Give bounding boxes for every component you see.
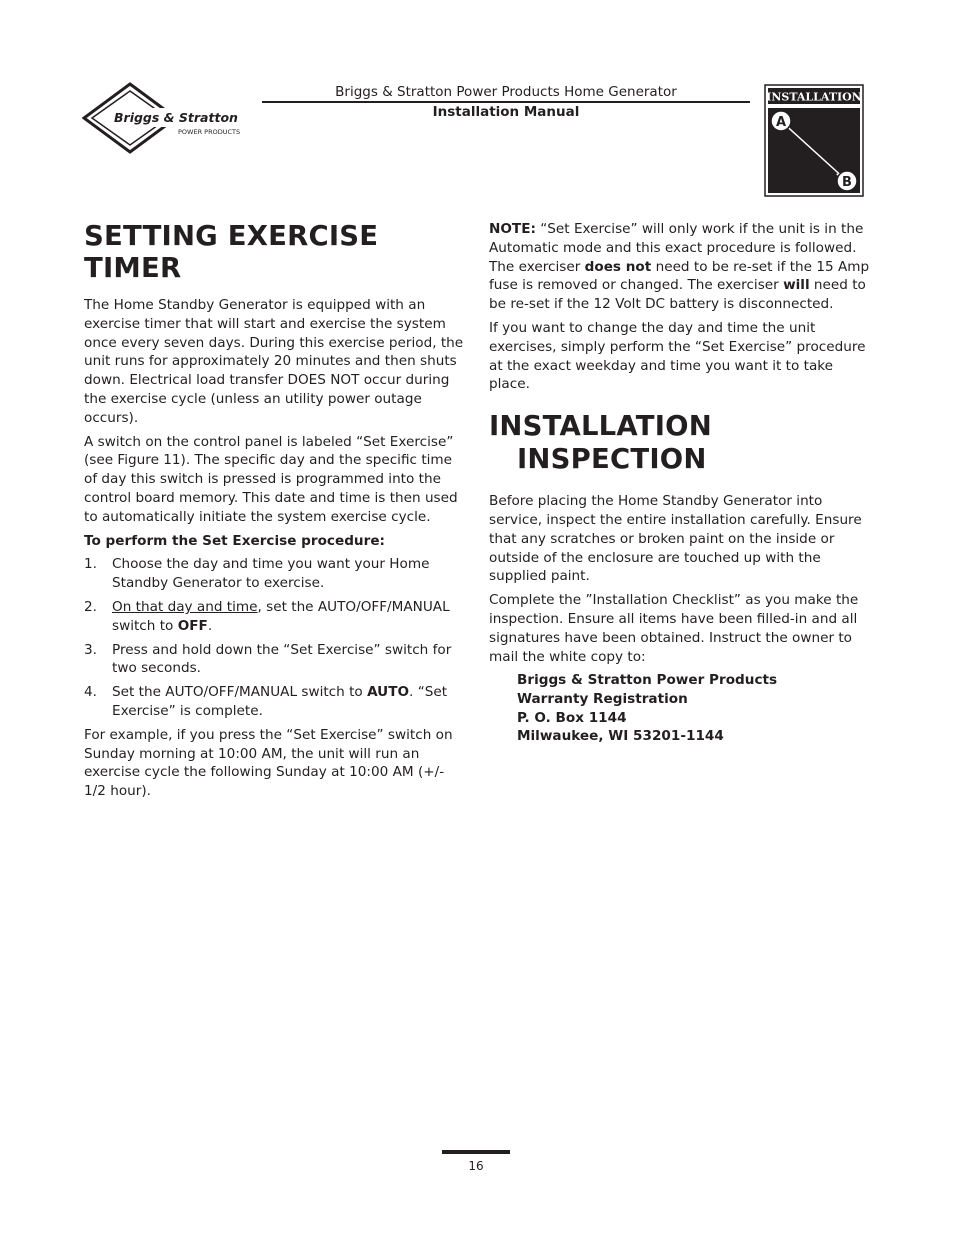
mailing-address	[489, 671, 873, 745]
briggs-stratton-logo	[82, 82, 254, 154]
procedure-steps	[84, 555, 466, 720]
paragraph-change-day: If you want to change the day and time the unit exercises, simply perform the “Set Exercise” procedure at the exact weekday and time you want it to take place.	[489, 319, 866, 393]
installation-section-icon	[764, 84, 864, 197]
paragraph-example: For example, if you press the “Set Exercise” switch on Sunday morning at 10:00 AM, the unit will run an exercise cycle the following Sunday at 10:00 AM (+/- 1/2 hour).	[84, 726, 453, 800]
step-bold-text: AUTO	[367, 684, 410, 701]
paragraph-inspection: Before placing the Home Standby Generator into service, inspect the entire installation carefully. Ensure that any scratches or broken paint on the inside or outside of the enclosure are touched up with the supplied paint.	[489, 493, 862, 585]
address-line: Milwaukee, WI 53201-1144	[517, 728, 724, 745]
svg-text:A: A	[775, 115, 787, 130]
svg-text:POWER PRODUCTS: POWER PRODUCTS	[178, 128, 241, 136]
manual-subtitle: Installation Manual	[432, 104, 580, 120]
page-number: 16	[468, 1159, 484, 1173]
address-line: Briggs & Stratton Power Products	[517, 672, 778, 689]
setting-exercise-timer-heading: SETTING EXERCISE TIMER	[84, 220, 379, 284]
note-label: NOTE:	[489, 221, 536, 237]
step-bold-text: OFF	[177, 617, 208, 634]
step-text: Press and hold down the “Set Exercise” switch for two seconds.	[112, 641, 452, 677]
note-emphasis: does not	[584, 258, 652, 275]
note-paragraph	[489, 220, 873, 314]
right-column	[489, 220, 873, 746]
procedure-step-1	[84, 555, 466, 593]
note-text: need to be re-set if the 15 Amp fuse is removed or changed. The exerciser	[489, 258, 870, 294]
step-number: 3.	[84, 641, 97, 658]
manual-title: Briggs & Stratton Power Products Home Generator	[335, 84, 677, 100]
address-line: Warranty Registration	[517, 690, 688, 707]
step-text: Choose the day and time you want your Home Standby Generator to exercise.	[112, 556, 430, 592]
procedure-step-3	[84, 641, 466, 679]
step-number: 2.	[84, 598, 97, 615]
step-text-tail: .	[207, 617, 213, 634]
step-number: 1.	[84, 556, 97, 573]
procedure-step-4	[84, 683, 466, 721]
step-text: , set the AUTO/OFF/MANUAL switch to	[112, 598, 450, 634]
procedure-heading: To perform the Set Exercise procedure:	[84, 532, 385, 549]
step-text-tail: . “Set Exercise” is complete.	[112, 684, 448, 719]
step-underlined-text: On that day and time	[112, 598, 258, 615]
note-emphasis: will	[783, 277, 810, 294]
page-number-bar	[442, 1150, 510, 1154]
step-text: Set the AUTO/OFF/MANUAL switch to	[112, 684, 368, 701]
installation-inspection-heading	[489, 410, 873, 476]
heading-line-1: INSTALLATION	[489, 410, 712, 443]
step-number: 4.	[84, 684, 97, 701]
paragraph-exercise-intro: The Home Standby Generator is equipped with an exercise timer that will start and exercise the system once every seven days. During this exercise period, the unit runs for approximately 20 minutes and then shuts down. Electrical load transfer DOES NOT occur during the exercise cycle (unless an utility power outage occurs).	[84, 297, 464, 426]
left-column	[84, 220, 466, 806]
note-text: need to be re-set if the 12 Volt DC battery is disconnected.	[489, 277, 866, 313]
address-line: P. O. Box 1144	[517, 709, 627, 726]
svg-text:Briggs & Stratton: Briggs & Stratton	[114, 110, 238, 125]
heading-line-2: INSPECTION	[517, 443, 707, 476]
procedure-step-2	[84, 598, 466, 636]
svg-text:B: B	[842, 175, 852, 190]
svg-text:INSTALLATION: INSTALLATION	[766, 90, 862, 104]
header-rule	[262, 101, 750, 103]
note-text: “Set Exercise” will only work if the unit is in the Automatic mode and this exact procedure is followed. The exerciser	[489, 221, 864, 275]
paragraph-checklist: Complete the ”Installation Checklist” as you make the inspection. Ensure all items have been filled-in and all signatures have been obtained. Instruct the owner to mail the white copy to:	[489, 592, 859, 665]
paragraph-switch-description: A switch on the control panel is labeled “Set Exercise” (see Figure 11). The specific day and the specific time of day this switch is pressed is programmed into the control board memory. This date and time is then used to automatically initiate the system exercise cycle.	[84, 433, 458, 525]
